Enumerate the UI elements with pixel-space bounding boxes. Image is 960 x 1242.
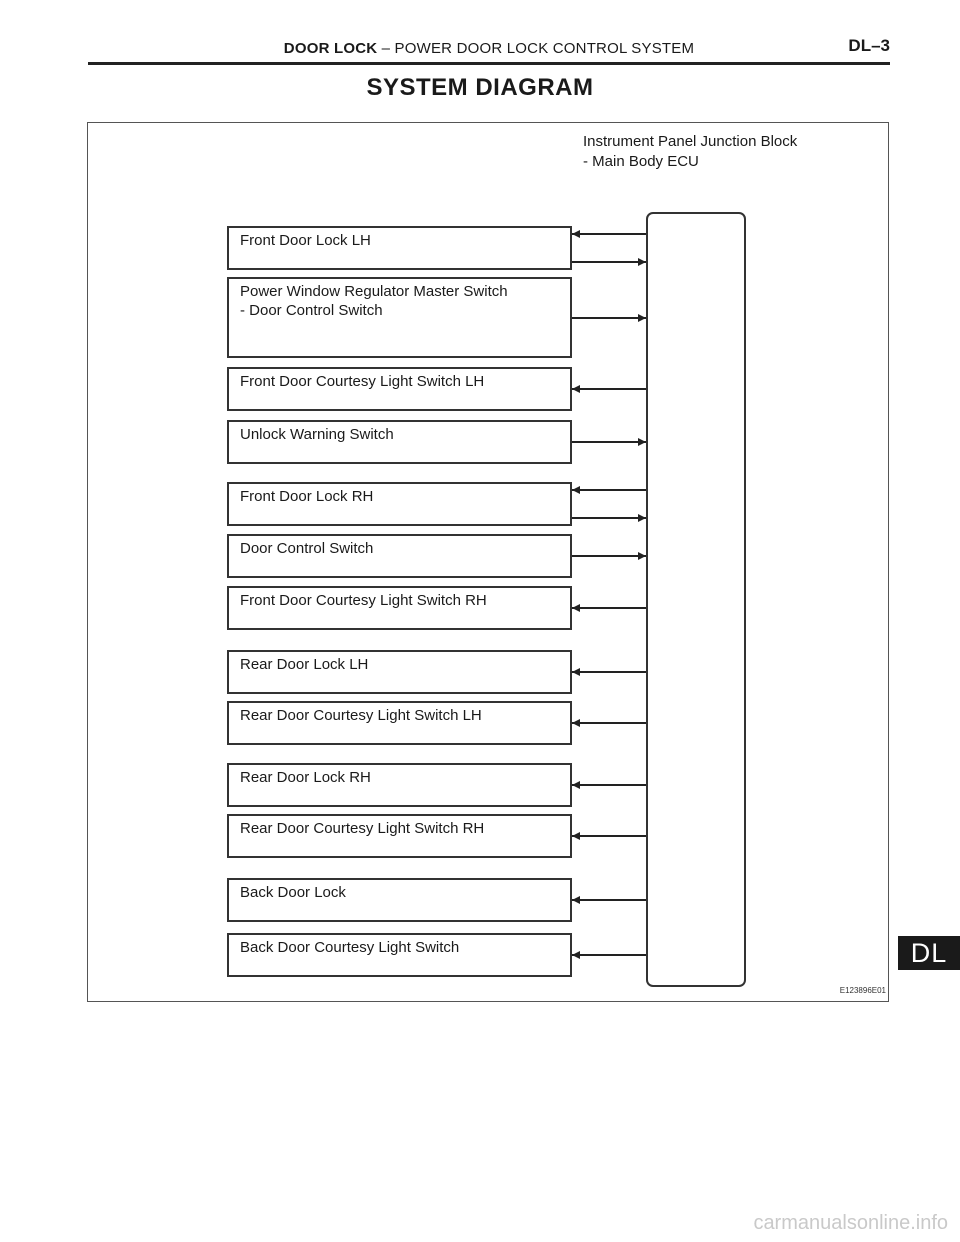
- ecu-label: Instrument Panel Junction Block - Main Body ECU: [583, 133, 798, 170]
- section-tab: DL: [898, 936, 960, 970]
- component-label: Unlock Warning Switch: [240, 426, 394, 443]
- component-label: Front Door Courtesy Light Switch RH: [240, 592, 487, 609]
- header-separator: –: [377, 40, 395, 57]
- header-section: DOOR LOCK: [283, 40, 378, 57]
- figure-code: E123896E01: [839, 986, 886, 995]
- section-title: SYSTEM DIAGRAM: [366, 74, 594, 101]
- component-label: Front Door Lock LH: [240, 232, 371, 249]
- page-number: DL–3: [848, 36, 890, 55]
- component-label: Rear Door Courtesy Light Switch RH: [240, 820, 485, 837]
- component-label: Rear Door Courtesy Light Switch LH: [240, 707, 482, 724]
- watermark: carmanualsonline.info: [753, 1212, 948, 1234]
- component-label: Power Window Regulator Master Switch - Door Control Switch: [240, 283, 508, 319]
- header-subtitle: POWER DOOR LOCK CONTROL SYSTEM: [394, 40, 695, 57]
- component-label: Front Door Courtesy Light Switch LH: [240, 373, 485, 390]
- component-label: Door Control Switch: [240, 540, 374, 557]
- component-label: Back Door Courtesy Light Switch: [240, 939, 460, 956]
- component-label: Back Door Lock: [240, 884, 346, 901]
- component-label: Rear Door Lock RH: [240, 769, 371, 786]
- component-label: Rear Door Lock LH: [240, 656, 369, 673]
- component-label: Front Door Lock RH: [240, 488, 374, 505]
